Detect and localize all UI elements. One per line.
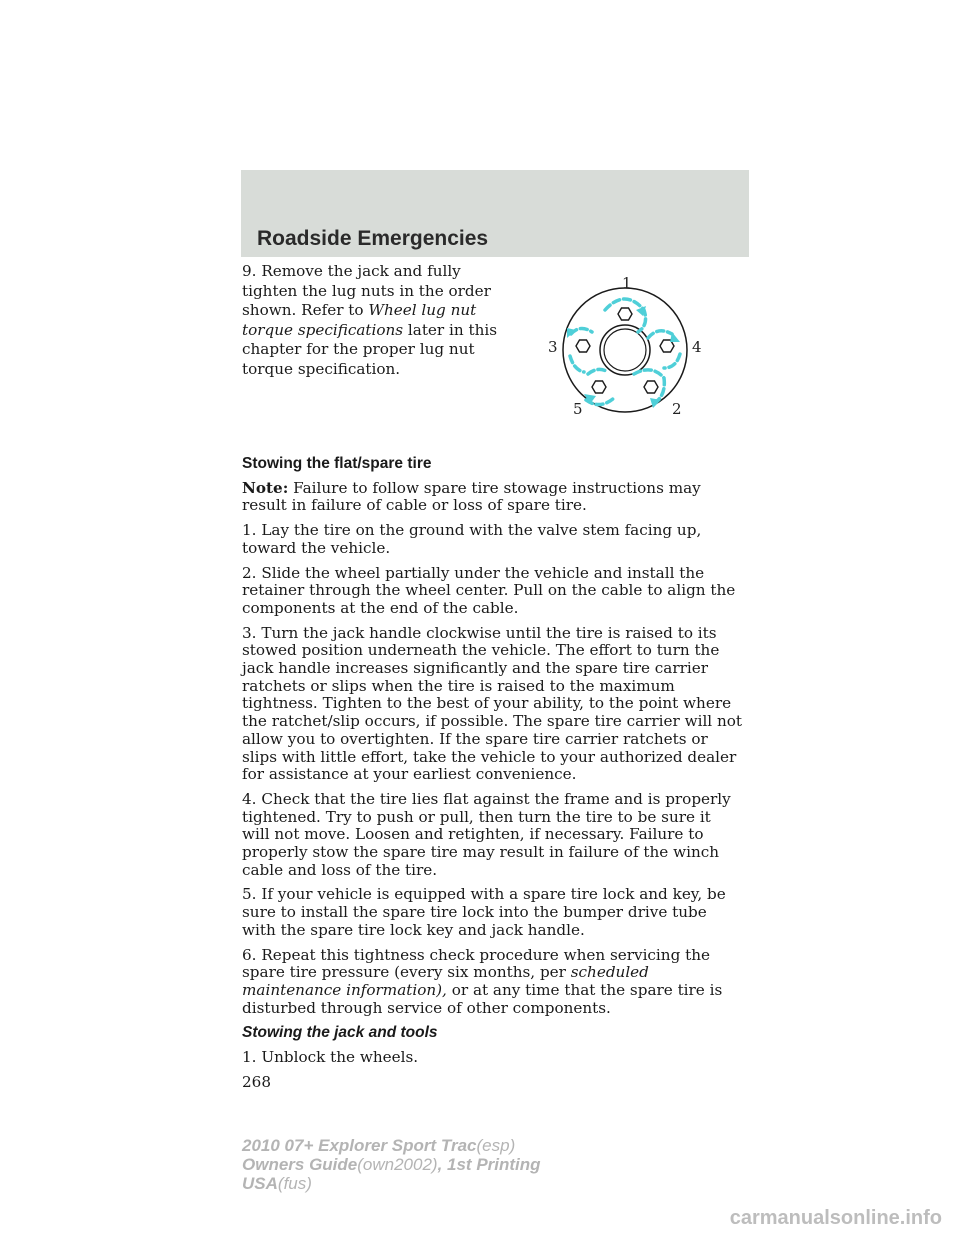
step-6-paragraph: [242, 947, 742, 1018]
lug-nut-1: [618, 308, 632, 320]
footer-model-code: (esp): [476, 1136, 516, 1155]
note-label: Note:: [242, 478, 289, 497]
watermark: carmanualsonline.info: [729, 1207, 942, 1229]
order-label-3: 3: [548, 338, 558, 356]
arrow-around-nut-2: [634, 370, 664, 402]
lug-nut-3: [576, 340, 590, 352]
footer-model: 2010 07+ Explorer Sport Trac: [242, 1136, 477, 1155]
footer-print-info: [242, 1136, 541, 1193]
order-label-4: 4: [692, 338, 702, 356]
footer-market: USA: [242, 1174, 278, 1193]
order-label-1: 1: [622, 274, 632, 292]
footer-line-3: [242, 1174, 541, 1193]
footer-market-code: (fus): [277, 1174, 312, 1193]
footer-guide: Owners Guide: [242, 1155, 358, 1174]
note-paragraph: [242, 480, 742, 515]
step-paragraph: 3. Turn the jack handle clockwise until the tire is raised to its stowed position underneath the vehicle. The effort to turn the jack handle increases significantly and the spare tire carrier ratchets or slips when the tire is raised to the maximum tightness. Tighten to the best of your ability, to the point where the ratchet/slip occurs, if possible. The spare tire carrier will not allow you to overtighten. If the spare tire carrier ratchets or slips with little effort, take the vehicle to your authorized dealer for assistance at your earliest convenience.: [242, 623, 743, 784]
order-label-2: 2: [672, 400, 682, 418]
step-9-paragraph: [242, 262, 512, 379]
hub-inner: [604, 329, 646, 371]
jack-step-1: 1. Unblock the wheels.: [242, 1048, 419, 1067]
lug-nut-5: [592, 381, 606, 393]
arrow-around-nut-1: [605, 299, 646, 332]
step-paragraph: 2. Slide the wheel partially under the vehicle and install the retainer through the wheel center. Pull on the cable to align the components at the end of the cable.: [242, 563, 736, 617]
arrow-around-nut-3: [570, 328, 592, 372]
step-paragraph: 1. Lay the tire on the ground with the valve stem facing up, toward the vehicle.: [242, 521, 702, 557]
step-9-tail: later in this chapter for the proper lug nut torque specification.: [242, 320, 497, 378]
page-number: 268: [242, 1072, 271, 1091]
lug-nut-2: [644, 381, 658, 393]
step-paragraph: 5. If your vehicle is equipped with a spare tire lock and key, be sure to install the spare tire lock into the bumper drive tube with the spare tire lock key and jack handle.: [242, 885, 726, 939]
footer-line-2: [242, 1155, 541, 1174]
order-label-5: 5: [573, 400, 583, 418]
note-text: Failure to follow spare tire stowage instructions may result in failure of cable or loss of spare tire.: [242, 478, 701, 515]
hub-outer: [600, 325, 650, 375]
section-heading-stowing-tire: Stowing the flat/spare tire: [242, 455, 432, 472]
maintenance-reference: scheduled maintenance information),: [242, 963, 649, 999]
step-6-tail: or at any time that the spare tire is disturbed through service of other components.: [242, 980, 723, 1017]
step-paragraph: 4. Check that the tire lies flat against the frame and is properly tightened. Try to push or pull, then turn the tire to be sure it will not move. Loosen and retighten, if necessary. Failure to properly stow the spare tire may result in failure of the winch cable and loss of the tire.: [242, 789, 731, 879]
section-heading-stowing-jack: Stowing the jack and tools: [242, 1024, 438, 1042]
step-6-text: 6. Repeat this tightness check procedure when servicing the spare tire pressure (every six months, per: [242, 945, 710, 982]
lug-nut-order-diagram: [540, 270, 710, 420]
footer-guide-code: (own2002): [357, 1155, 438, 1174]
torque-spec-reference: Wheel lug nut torque specifications: [242, 301, 477, 339]
section-header-band: [241, 170, 749, 257]
wheel-outline: [563, 288, 687, 412]
intro-column: [242, 262, 512, 386]
footer-printing: , 1st Printing: [437, 1155, 541, 1174]
main-column: [242, 455, 742, 1092]
footer-line-1: [242, 1136, 541, 1155]
section-title: Roadside Emergencies: [257, 227, 489, 250]
step-9-text: 9. Remove the jack and fully tighten the lug nuts in the order shown. Refer to: [242, 262, 491, 319]
